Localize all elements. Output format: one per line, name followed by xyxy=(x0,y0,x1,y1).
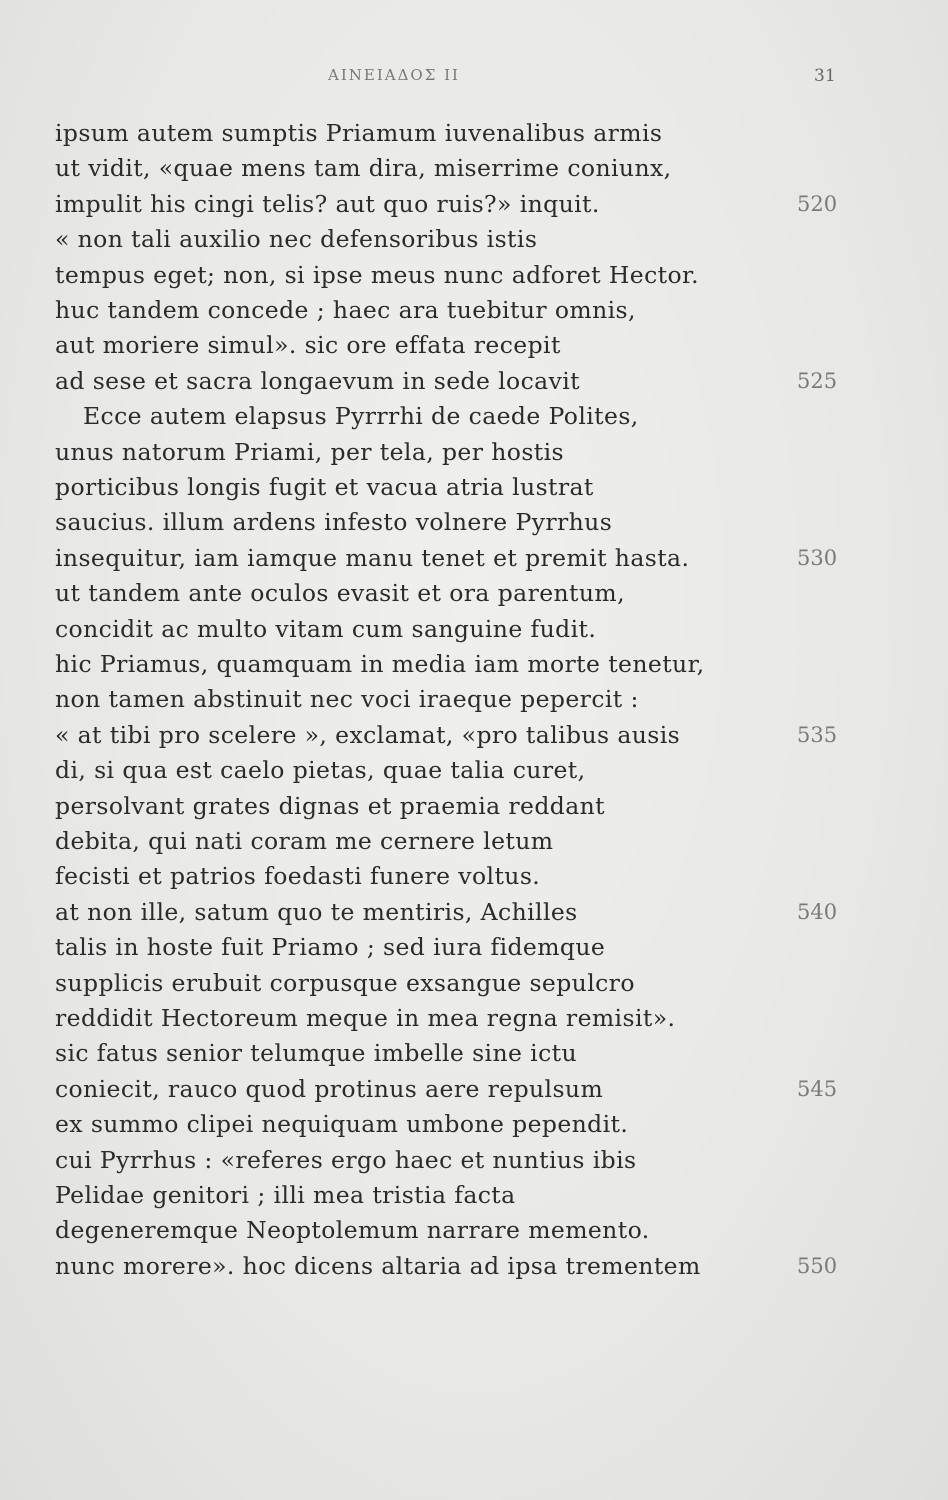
verse-text: ad sese et sacra longaevum in sede locavit xyxy=(55,367,580,395)
verse-text: talis in hoste fuit Priamo ; sed iura fidemque xyxy=(55,933,606,961)
verse-text: debita, qui nati coram me cernere letum xyxy=(55,827,554,855)
verse-text: ut vidit, «quae mens tam dira, miserrime coniunx, xyxy=(55,154,672,182)
verse-line xyxy=(55,258,935,293)
page-number: 31 xyxy=(814,66,836,86)
verse-text: tempus eget; non, si ipse meus nunc adforet Hector. xyxy=(55,261,699,289)
verse-line xyxy=(55,435,935,470)
line-number: 530 xyxy=(797,546,838,570)
verse-text: ex summo clipei nequiquam umbone pependit. xyxy=(55,1110,629,1138)
verse-text: di, si qua est caelo pietas, quae talia curet, xyxy=(55,756,586,784)
verse-line xyxy=(55,1178,935,1213)
verse-line xyxy=(55,1036,935,1071)
verse-text: hic Priamus, quamquam in media iam morte tenetur, xyxy=(55,650,705,678)
verse-line xyxy=(55,1001,935,1036)
verse-block xyxy=(0,116,948,1296)
verse-text: Pelidae genitori ; illi mea tristia facta xyxy=(55,1181,516,1209)
verse-line xyxy=(55,1107,935,1142)
verse-text: non tamen abstinuit nec voci iraeque pepercit : xyxy=(55,685,639,713)
verse-line xyxy=(55,151,935,186)
verse-line xyxy=(55,576,935,611)
verse-line xyxy=(55,647,935,682)
line-number: 525 xyxy=(797,369,838,393)
verse-text: insequitur, iam iamque manu tenet et premit hasta. xyxy=(55,544,690,572)
verse-line xyxy=(55,293,935,328)
verse-line xyxy=(55,1143,935,1178)
verse-text: saucius. illum ardens infesto volnere Pyrrhus xyxy=(55,508,613,536)
line-number: 535 xyxy=(797,723,838,747)
verse-line xyxy=(55,682,935,717)
verse-line xyxy=(55,612,935,647)
verse-line xyxy=(55,222,935,257)
verse-text: persolvant grates dignas et praemia reddant xyxy=(55,792,606,820)
running-title: ΑΙΝΕΙΑΔΟΣ II xyxy=(328,66,460,84)
verse-text: « non tali auxilio nec defensoribus istis xyxy=(55,225,538,253)
verse-line xyxy=(55,966,935,1001)
verse-text: nunc morere». hoc dicens altaria ad ipsa trementem xyxy=(55,1252,701,1280)
verse-text: unus natorum Priami, per tela, per hostis xyxy=(55,438,564,466)
verse-line xyxy=(55,116,935,151)
verse-text: at non ille, satum quo te mentiris, Achilles xyxy=(55,898,578,926)
verse-line xyxy=(55,718,935,753)
verse-line xyxy=(55,364,935,399)
verse-line xyxy=(55,187,935,222)
line-number: 550 xyxy=(797,1254,838,1278)
verse-text: huc tandem concede ; haec ara tuebitur omnis, xyxy=(55,296,636,324)
running-head xyxy=(0,66,948,90)
verse-line xyxy=(55,824,935,859)
verse-text: coniecit, rauco quod protinus aere repulsum xyxy=(55,1075,604,1103)
verse-text: supplicis erubuit corpusque exsangue sepulcro xyxy=(55,969,635,997)
verse-line xyxy=(55,789,935,824)
verse-line xyxy=(55,505,935,540)
verse-line xyxy=(55,1249,935,1284)
verse-line xyxy=(55,328,935,363)
verse-text: degeneremque Neoptolemum narrare memento. xyxy=(55,1216,650,1244)
verse-line xyxy=(55,930,935,965)
verse-line xyxy=(55,1213,935,1248)
verse-text: impulit his cingi telis? aut quo ruis?» inquit. xyxy=(55,190,600,218)
line-number: 540 xyxy=(797,900,838,924)
verse-line xyxy=(55,541,935,576)
verse-text: fecisti et patrios foedasti funere voltus. xyxy=(55,862,541,890)
verse-line xyxy=(55,399,935,434)
line-number: 545 xyxy=(797,1077,838,1101)
verse-line xyxy=(55,1072,935,1107)
verse-text: Ecce autem elapsus Pyrrrhi de caede Polites, xyxy=(83,402,639,430)
verse-text: aut moriere simul». sic ore effata recepit xyxy=(55,331,561,359)
verse-line xyxy=(55,470,935,505)
verse-text: ut tandem ante oculos evasit et ora parentum, xyxy=(55,579,625,607)
verse-line xyxy=(55,895,935,930)
verse-line xyxy=(55,859,935,894)
verse-text: porticibus longis fugit et vacua atria lustrat xyxy=(55,473,594,501)
verse-text: concidit ac multo vitam cum sanguine fudit. xyxy=(55,615,597,643)
verse-text: ipsum autem sumptis Priamum iuvenalibus armis xyxy=(55,119,663,147)
verse-line xyxy=(55,753,935,788)
verse-text: sic fatus senior telumque imbelle sine ictu xyxy=(55,1039,578,1067)
verse-text: cui Pyrrhus : «referes ergo haec et nuntius ibis xyxy=(55,1146,637,1174)
verse-text: « at tibi pro scelere », exclamat, «pro talibus ausis xyxy=(55,721,681,749)
line-number: 520 xyxy=(797,192,838,216)
verse-text: reddidit Hectoreum meque in mea regna remisit». xyxy=(55,1004,676,1032)
